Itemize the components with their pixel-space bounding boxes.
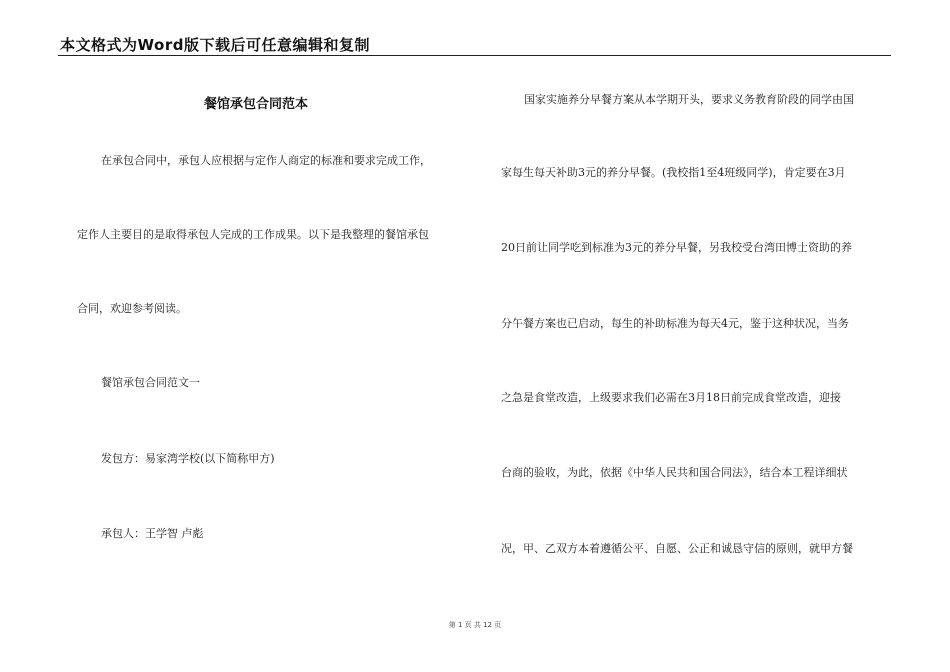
document-title: 餐馆承包合同范本 — [204, 97, 309, 112]
page-number: 第 1 页 共 12 页 — [448, 621, 502, 629]
right-paragraph-line: 况，甲、乙双方本着遵循公平、自愿、公正和诚恳守信的原则，就甲方餐 — [501, 542, 853, 555]
download-banner: 本文格式为Word版下载后可任意编辑和复制 — [60, 36, 370, 54]
left-paragraph-line: 定作人主要目的是取得承包人完成的工作成果。以下是我整理的餐馆承包 — [77, 228, 429, 241]
contract-party-line: 发包方：易家湾学校(以下简称甲方) — [101, 452, 275, 465]
right-paragraph-line: 国家实施养分早餐方案从本学期开头，要求义务教育阶段的同学由国 — [524, 93, 854, 106]
left-paragraph-line: 在承包合同中，承包人应根据与定作人商定的标准和要求完成工作， — [101, 154, 431, 167]
right-paragraph-line: 家每生每天补助3元的养分早餐。(我校指1至4班级同学)，肯定要在3月 — [501, 166, 846, 179]
right-paragraph-line: 台商的验收，为此，依据《中华人民共和国合同法》，结合本工程详细状 — [501, 466, 848, 479]
contract-party-line: 承包人：王学智 卢彪 — [101, 527, 204, 540]
section-heading: 餐馆承包合同范文一 — [101, 376, 200, 389]
right-paragraph-line: 分午餐方案也已启动，每生的补助标准为每天4元，鉴于这种状况，当务 — [501, 317, 849, 330]
right-paragraph-line: 之急是食堂改造，上级要求我们必需在3月18日前完成食堂改造，迎接 — [501, 391, 841, 404]
left-paragraph-line: 合同，欢迎参考阅读。 — [77, 302, 187, 315]
header-divider — [58, 55, 891, 56]
right-paragraph-line: 20日前让同学吃到标准为3元的养分早餐，另我校受台湾田博士资助的养 — [501, 241, 852, 254]
